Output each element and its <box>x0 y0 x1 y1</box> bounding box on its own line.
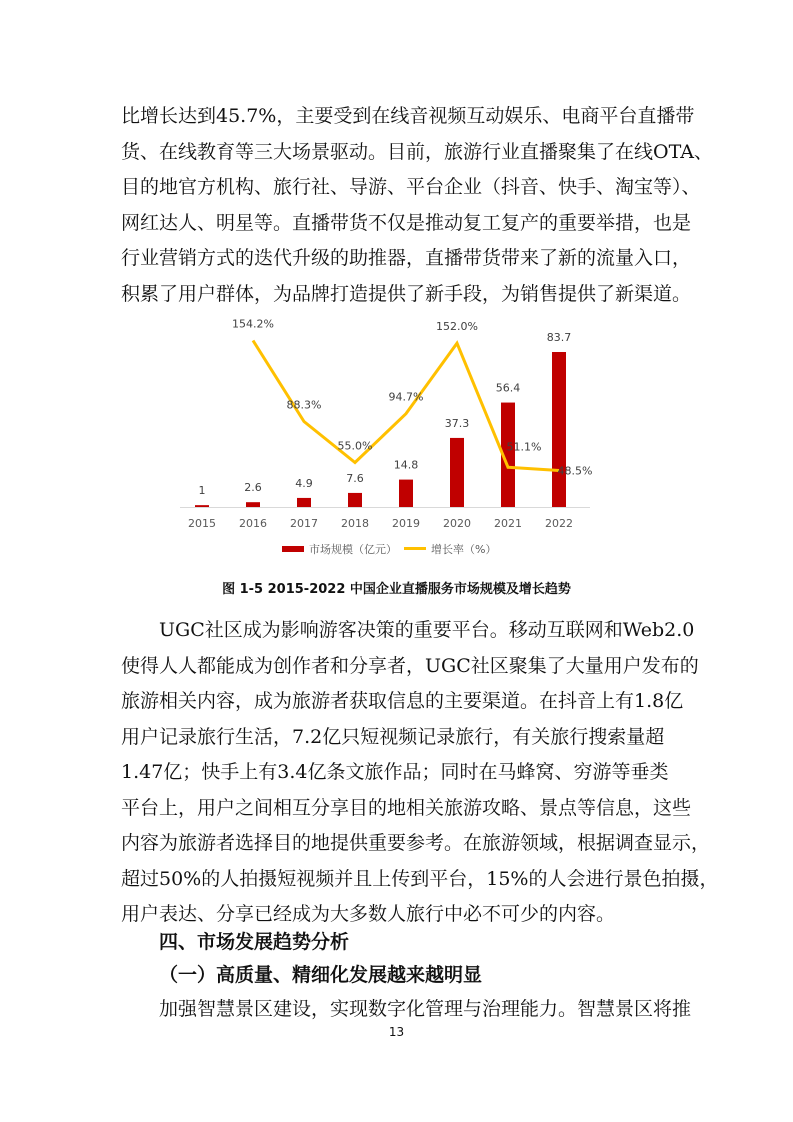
bar-label-2021: 56.4 <box>495 381 521 395</box>
growth-label-2022: 48.5% <box>557 464 593 478</box>
bar-2015 <box>195 505 209 507</box>
growth-label-2019: 94.7% <box>388 390 424 404</box>
paragraph-livestream <box>121 99 713 312</box>
bar-label-2020: 37.3 <box>444 416 470 430</box>
text-line: 用户表达、分享已经成为大多数人旅行中必不可少的内容。 <box>121 903 616 925</box>
text-line: 货、在线教育等三大场景驱动。目前，旅游行业直播聚集了在线OTA、 <box>121 140 713 163</box>
subsection-heading: （一）高质量、精细化发展越来越明显 <box>159 964 483 986</box>
legend-swatch-market-size <box>282 546 304 552</box>
x-tick-2022: 2022 <box>545 517 573 530</box>
bar-2020 <box>450 438 464 507</box>
text-line: 旅游相关内容，成为旅游者获取信息的主要渠道。在抖音上有1.8亿 <box>121 690 684 712</box>
x-tick-2016: 2016 <box>239 517 267 530</box>
growth-label-2017: 88.3% <box>286 398 322 412</box>
bar-label-2017: 4.9 <box>295 476 313 490</box>
x-tick-2015: 2015 <box>188 517 216 530</box>
legend-swatch-growth-rate <box>404 547 426 550</box>
page-number: 13 <box>388 1025 405 1039</box>
x-tick-2019: 2019 <box>392 517 420 530</box>
legend-label-market-size: 市场规模（亿元） <box>309 543 397 556</box>
growth-label-2020: 152.0% <box>436 320 478 334</box>
bar-label-2015: 1 <box>198 484 206 498</box>
paragraph-ugc <box>121 613 719 933</box>
text-line: 比增长达到45.7%，主要受到在线音视频互动娱乐、电商平台直播带 <box>121 105 695 127</box>
text-line: 积累了用户群体，为品牌打造提供了新手段，为销售提供了新渠道。 <box>121 282 692 305</box>
paragraph-smart-scenic: 加强智慧景区建设，实现数字化管理与治理能力。智慧景区将推 <box>159 998 692 1020</box>
section-heading: 四、市场发展趋势分析 <box>159 931 350 953</box>
bar-2016 <box>246 502 260 507</box>
text-line: 网红达人、明星等。直播带货不仅是推动复工复产的重要举措，也是 <box>121 211 692 234</box>
growth-label-2016: 154.2% <box>232 317 274 331</box>
figure-caption: 图 1-5 2015-2022 中国企业直播服务市场规模及增长趋势 <box>222 582 571 597</box>
x-tick-2018: 2018 <box>341 517 369 530</box>
text-line: 1.47亿；快手上有3.4亿条文旅作品；同时在马蜂窝、穷游等垂类 <box>121 761 669 783</box>
bar-label-2019: 14.8 <box>393 458 419 472</box>
text-line: 行业营销方式的迭代升级的助推器，直播带货带来了新的流量入口， <box>121 247 692 269</box>
x-tick-2017: 2017 <box>290 517 318 530</box>
bar-label-2022: 83.7 <box>546 331 572 344</box>
x-tick-2021: 2021 <box>494 517 522 530</box>
bar-2022 <box>552 352 566 507</box>
bar-2019 <box>399 480 413 507</box>
legend-label-growth-rate: 增长率（%） <box>431 543 497 556</box>
text-line: 平台上，用户之间相互分享目的地相关旅游攻略、景点等信息，这些 <box>121 796 692 819</box>
market-size-chart <box>170 310 620 575</box>
text-line: 使得人人都能成为创作者和分享者，UGC社区聚集了大量用户发布的 <box>121 654 699 677</box>
text-line: 超过50%的人拍摄短视频并且上传到平台，15%的人会进行景色拍摄， <box>121 867 719 890</box>
growth-label-2021: 51.1% <box>506 440 542 454</box>
growth-label-2018: 55.0% <box>337 439 373 453</box>
bar-2017 <box>297 498 311 507</box>
text-line: UGC社区成为影响游客决策的重要平台。移动互联网和Web2.0 <box>121 619 695 641</box>
x-tick-2020: 2020 <box>443 517 471 530</box>
bar-label-2018: 7.6 <box>346 471 364 485</box>
bar-2018 <box>348 493 362 507</box>
text-line: 内容为旅游者选择目的地提供重要参考。在旅游领域，根据调查显示， <box>121 832 711 854</box>
text-line: 目的地官方机构、旅行社、导游、平台企业（抖音、快手、淘宝等）、 <box>121 176 701 198</box>
bar-label-2016: 2.6 <box>244 481 262 495</box>
text-line: 用户记录旅行生活，7.2亿只短视频记录旅行，有关旅行搜索量超 <box>121 725 665 748</box>
